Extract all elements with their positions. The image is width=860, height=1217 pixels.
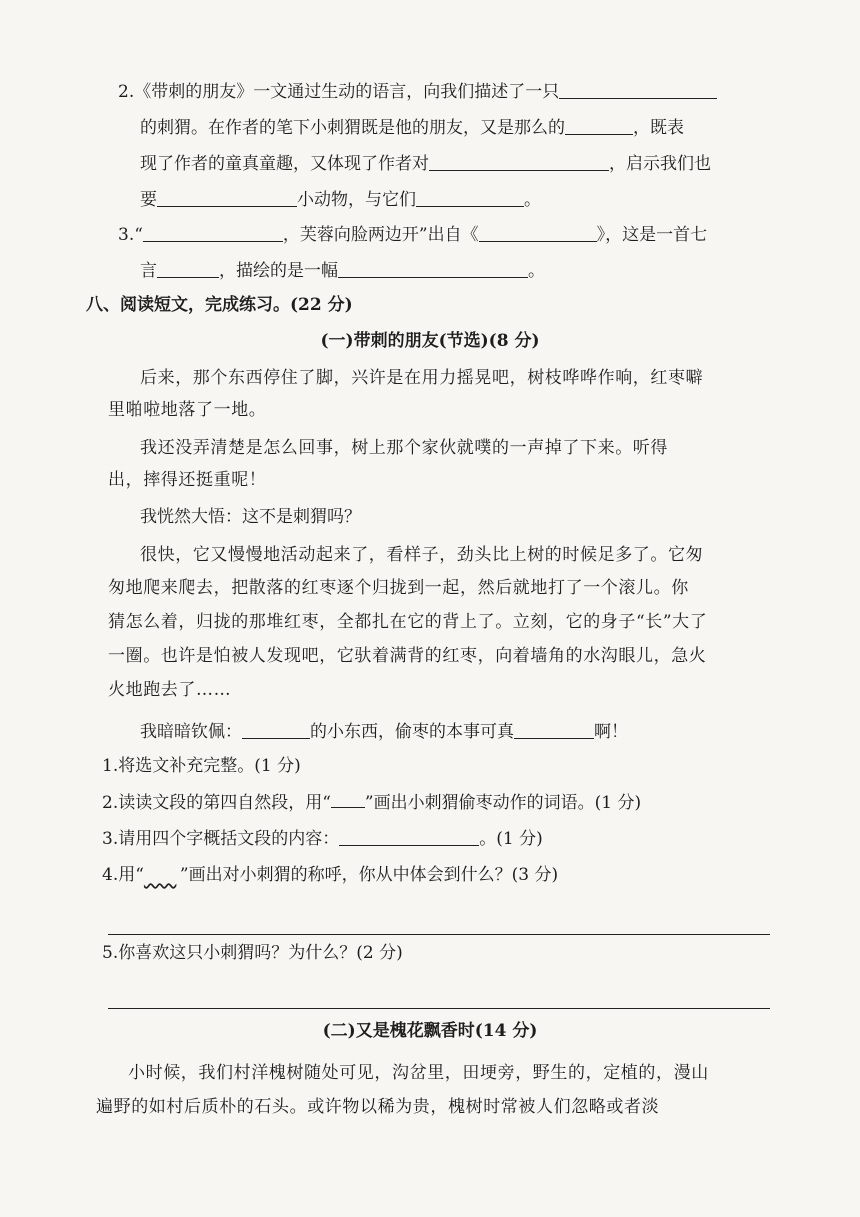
passage1-p4-line2: 匆地爬来爬去，把散落的红枣逐个归拢到一起，然后就地打了一个滚儿。你 [108, 578, 689, 598]
passage1-p2-line1: 我还没弄清楚是怎么回事，树上那个家伙就噗的一声掉了下来。听得 [140, 438, 668, 458]
passage2-title: (二)又是槐花飘香时(14 分) [322, 1021, 538, 1041]
question-2: 2.读读文段的第四自然段，用“ ”画出小刺猬偷枣动作的词语。(1 分) [102, 793, 642, 813]
answer-blank[interactable] [157, 188, 297, 207]
fill-q2-line3: 现了作者的童真童趣，又体现了作者对 ，启示我们也 [140, 154, 711, 174]
passage1-p5: 我暗暗钦佩： 的小东西，偷枣的本事可真 啊！ [140, 722, 628, 742]
answer-blank[interactable] [338, 259, 528, 278]
passage1-p1-line1: 后来，那个东西停住了脚，兴许是在用力摇晃吧，树枝哗哗作响，红枣噼 [140, 368, 704, 388]
passage1-p2-line2: 出，摔得还挺重呢！ [108, 470, 267, 490]
question-5: 5.你喜欢这只小刺猬吗？为什么？(2 分) [102, 943, 403, 963]
answer-blank[interactable] [157, 259, 219, 278]
answer-blank[interactable] [565, 116, 633, 135]
answer-line[interactable] [108, 1008, 770, 1009]
answer-line[interactable] [108, 934, 770, 935]
question-4: 4.用“​ ”画出对小刺猬的称呼，你从中体会到什么？(3 分) [102, 865, 559, 885]
answer-blank[interactable] [242, 720, 310, 739]
answer-blank[interactable] [514, 720, 594, 739]
answer-blank[interactable] [416, 188, 524, 207]
answer-blank[interactable] [479, 223, 597, 242]
answer-blank[interactable] [339, 827, 479, 846]
fill-q2-line4: 要 小动物，与它们 。 [140, 190, 541, 210]
passage1-p4-line4: 一圈。也许是怕被人发现吧，它驮着满背的红枣，向着墙角的水沟眼儿，急火 [108, 646, 707, 666]
fill-q3-line1: 3.“ ，芙蓉向脸两边开”出自《 》，这是一首七 [118, 225, 708, 245]
wavy-underline-mark: ​ [143, 865, 177, 885]
passage2-p1-line2: 遍野的如村后质朴的石头。或许物以稀为贵，槐树时常被人们忽略或者淡 [96, 1097, 660, 1117]
answer-blank[interactable] [143, 223, 283, 242]
fill-q2-line2: 的刺猬。在作者的笔下小刺猬既是他的朋友，又是那么的 ，既表 [140, 118, 684, 138]
fill-q2-line1: 2.《带刺的朋友》一文通过生动的语言，向我们描述了一只 [118, 80, 717, 103]
passage1-p4-line5: 火地跑去了…… [108, 680, 232, 700]
answer-blank[interactable] [559, 80, 717, 99]
straight-underline-mark [331, 791, 365, 808]
passage1-p3: 我恍然大悟：这不是刺猬吗？ [140, 507, 361, 527]
question-1: 1.将选文补充完整。(1 分) [102, 756, 301, 776]
answer-blank[interactable] [429, 152, 609, 171]
passage1-p4-line1: 很快，它又慢慢地活动起来了，看样子，劲头比上树的时候足多了。它匆 [140, 545, 704, 565]
question-3: 3.请用四个字概括文段的内容： 。(1 分) [102, 829, 543, 849]
passage2-p1-line1: 小时候，我们村洋槐树随处可见，沟岔里，田埂旁，野生的，定植的，漫山 [128, 1063, 709, 1083]
section-heading: 八、阅读短文，完成练习。(22 分) [86, 295, 353, 315]
passage1-p4-line3: 猜怎么着，归拢的那堆红枣，全都扎在它的背上了。立刻，它的身子“长”大了 [108, 612, 708, 632]
fill-q3-line2: 言 ，描绘的是一幅 。 [140, 261, 545, 281]
passage1-p1-line2: 里啪啦地落了一地。 [108, 400, 267, 420]
passage1-title: (一)带刺的朋友(节选)(8 分) [320, 331, 540, 351]
